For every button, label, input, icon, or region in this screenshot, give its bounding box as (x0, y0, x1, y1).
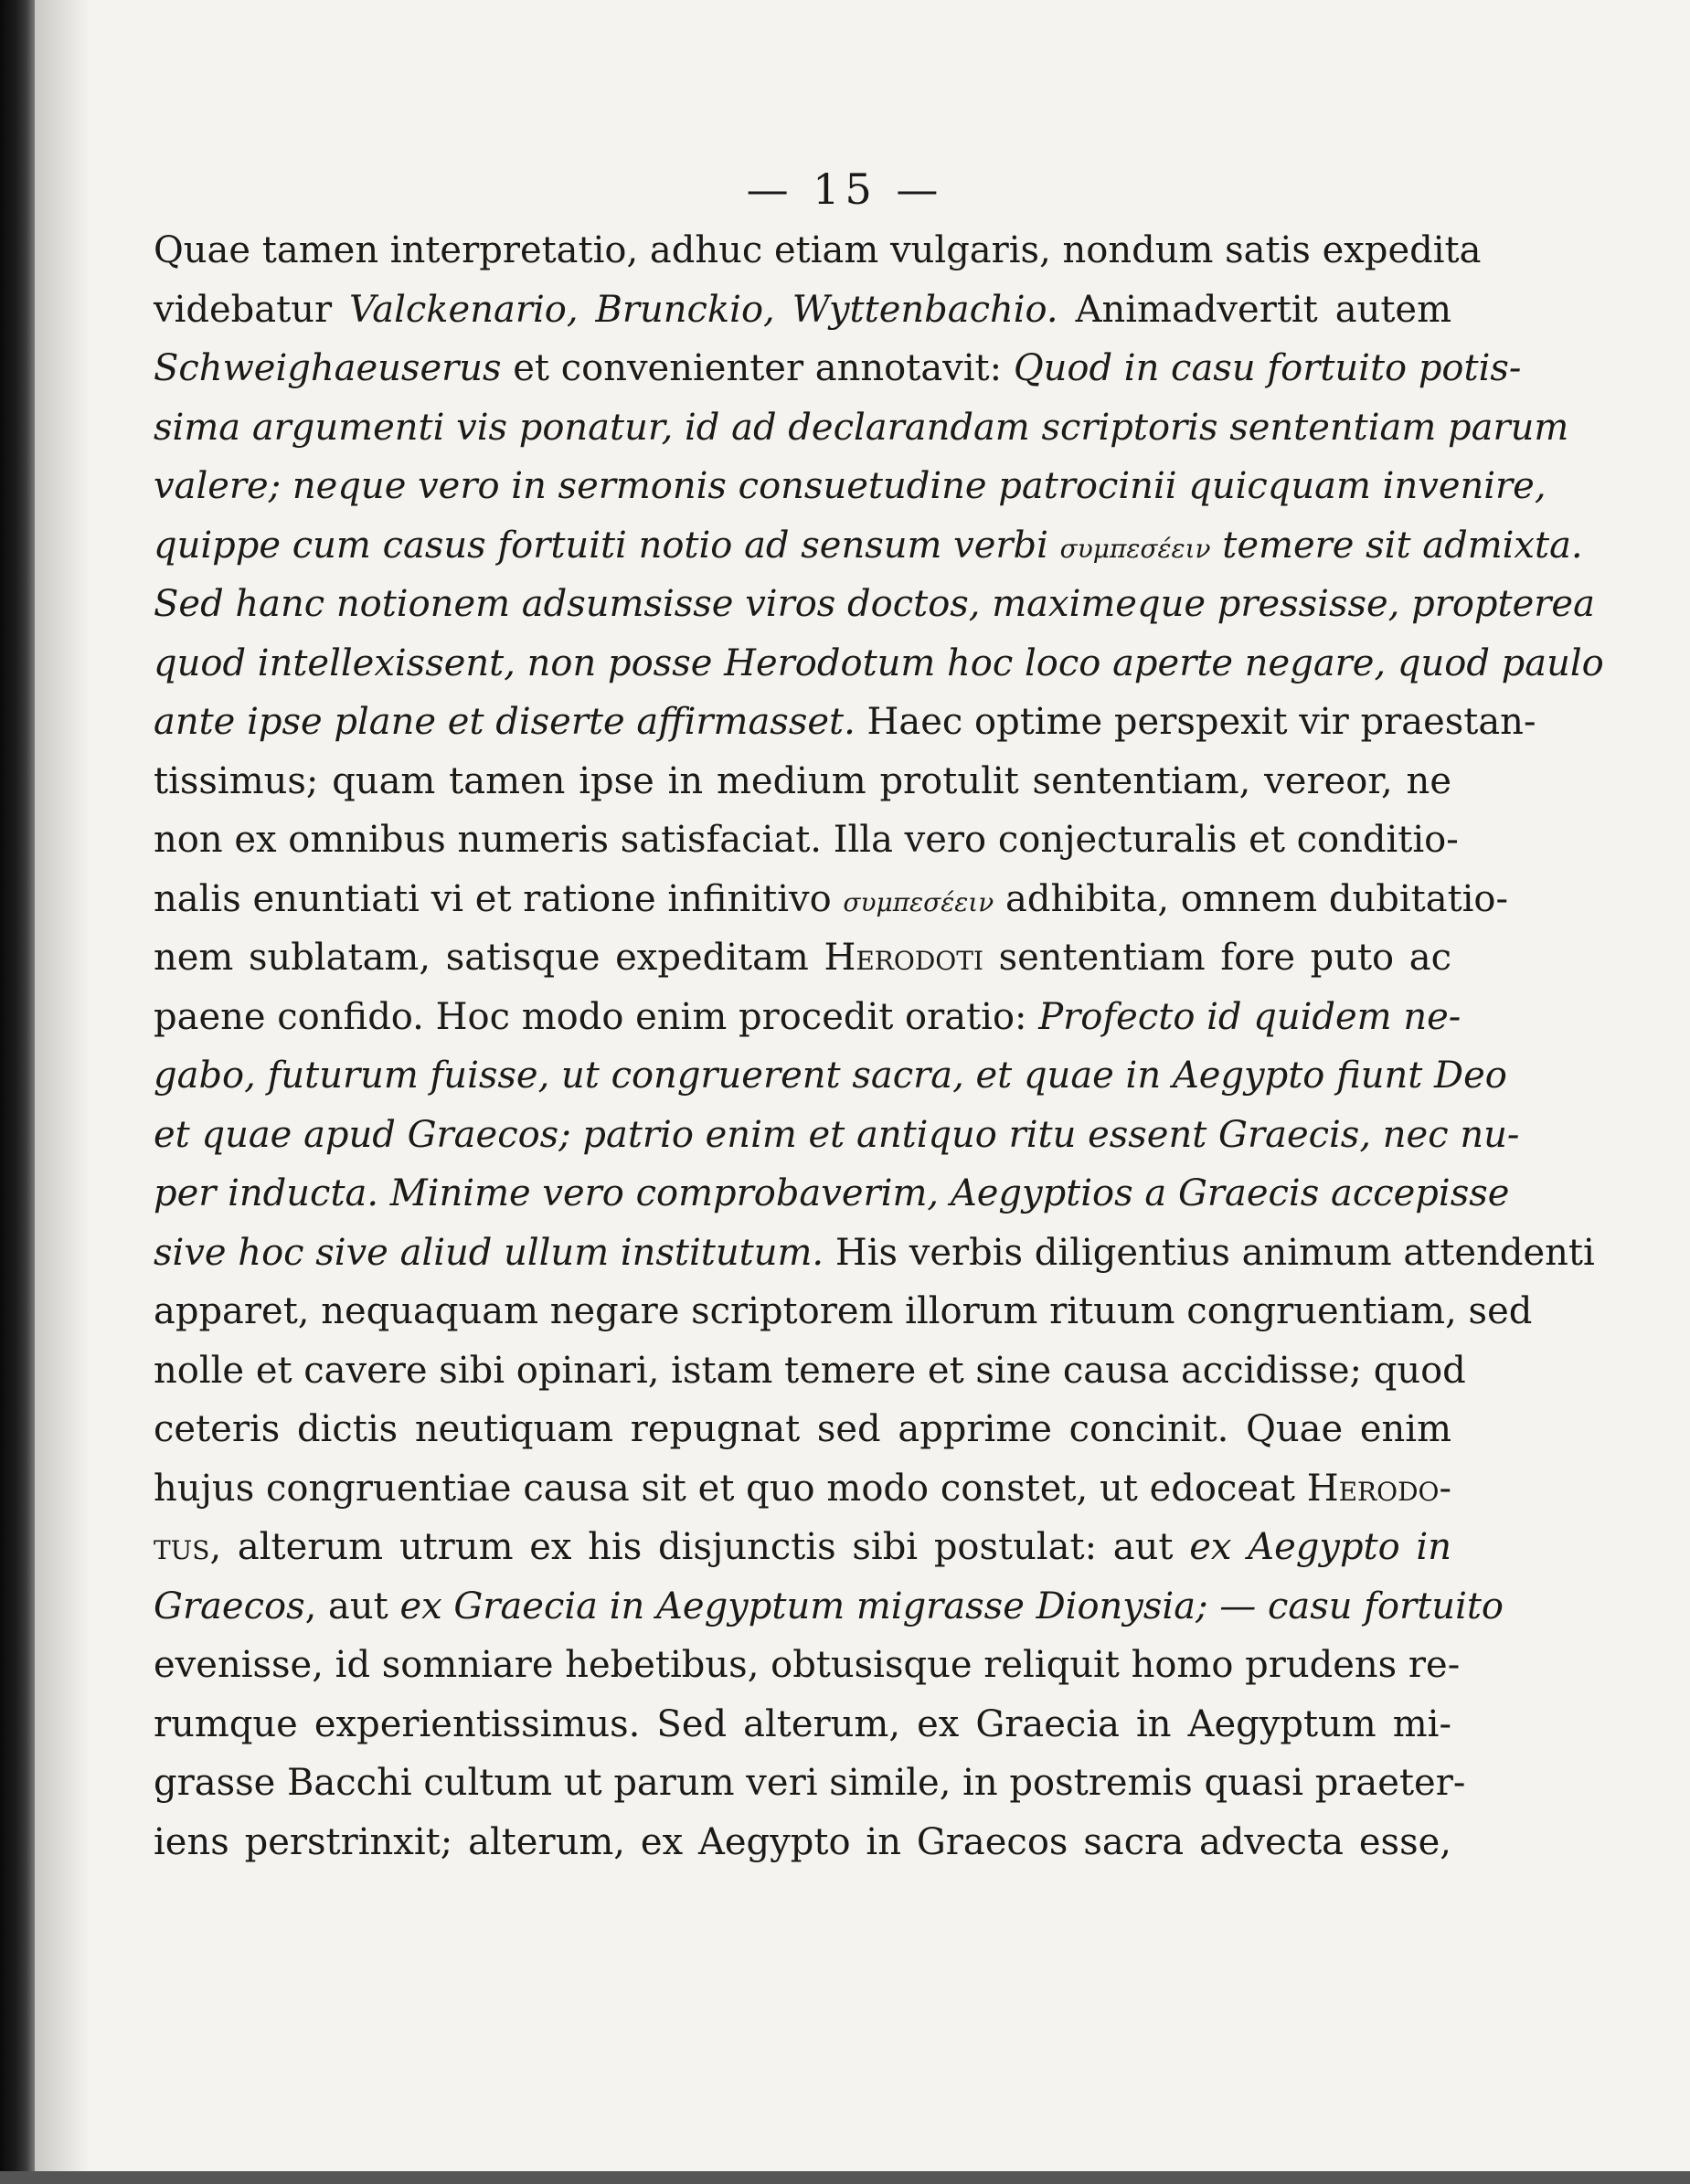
text-line (154, 988, 1461, 1047)
text-line (154, 1636, 1461, 1695)
book-binding-edge (0, 0, 35, 2184)
text-line (154, 1164, 1510, 1224)
text-line (154, 870, 1509, 929)
page-number: — 15 — (746, 164, 944, 214)
text-line (154, 634, 1604, 694)
text-line (154, 1046, 1507, 1106)
text-line (154, 752, 1451, 811)
text-line (154, 1341, 1466, 1401)
text-segment: Valckenario, Brunckio, Wyttenbachio. (349, 288, 1058, 331)
text-segment: sima argumenti vis ponatur, id ad declarandam scriptoris sententiam parum (154, 406, 1569, 449)
text-line (154, 575, 1595, 634)
text-line (154, 457, 1547, 516)
text-line (154, 1518, 1451, 1577)
text-segment: Herodoti (824, 937, 983, 979)
text-segment: , alterum utrum ex his disjunctis sibi postulat: aut (209, 1526, 1190, 1568)
text-segment: hujus congruentiae causa sit et quo modo constet, ut edoceat (154, 1467, 1307, 1510)
text-segment: συμπεσέειν (1059, 533, 1211, 564)
text-segment: quippe cum casus fortuiti notio ad sensum verbi (154, 524, 1060, 567)
text-line (154, 281, 1451, 340)
text-segment: per inducta. Minime vero comprobaverim, Aegyptios a Graecis accepisse (154, 1172, 1510, 1214)
text-line (154, 1577, 1504, 1637)
text-segment: apparet, nequaquam negare scriptorem illorum rituum congruentiam, sed (154, 1290, 1533, 1332)
text-line (154, 1754, 1466, 1813)
text-line (154, 1224, 1595, 1283)
text-segment: ante ipse plane et diserte affirmasset. (154, 701, 856, 743)
text-segment: tus (154, 1526, 210, 1568)
body-text (154, 221, 1604, 1871)
text-segment: et convenienter annotavit: (501, 347, 1014, 389)
text-segment: , aut (304, 1585, 400, 1627)
text-segment: sententiam fore puto ac (983, 937, 1451, 979)
text-line (154, 1813, 1451, 1872)
text-line (154, 221, 1482, 281)
text-segment: Quod in casu fortuito potis- (1013, 347, 1522, 389)
text-segment: Sed hanc notionem adsumsisse viros doctos, maximeque pressisse, propterea (154, 583, 1595, 625)
text-segment: tissimus; quam tamen ipse in medium protulit sententiam, vereor, ne (154, 759, 1451, 802)
text-line (154, 339, 1522, 398)
text-segment: Animadvertit autem (1058, 288, 1451, 331)
text-line (154, 1695, 1451, 1755)
text-segment: rumque experientissimus. Sed alterum, ex Graecia in Aegyptum mi- (154, 1702, 1451, 1745)
text-segment: non ex omnibus numeris satisfaciat. Illa vero conjecturalis et conditio- (154, 819, 1459, 861)
text-line (154, 1106, 1520, 1165)
text-segment: Herodo- (1306, 1467, 1451, 1510)
text-segment: Haec optime perspexit vir praestan- (855, 701, 1536, 743)
text-segment: valere; neque vero in sermonis consuetudine patrocinii quicquam invenire, (154, 465, 1547, 507)
text-segment: quod intellexissent, non posse Herodotum hoc loco aperte negare, quod paulo (154, 641, 1604, 684)
text-segment: paene confido. Hoc modo enim procedit oratio: (154, 995, 1039, 1038)
text-segment: nem sublatam, satisque expeditam (154, 937, 824, 979)
text-segment: ceteris dictis neutiquam repugnat sed apprime concinit. Quae enim (154, 1408, 1451, 1450)
page-bottom-edge (0, 2171, 1690, 2184)
text-segment: συμπεσέειν (843, 886, 994, 917)
text-line (154, 693, 1536, 752)
gutter-shadow (35, 0, 90, 2184)
text-segment: sive hoc sive aliud ullum institutum. (154, 1231, 824, 1274)
text-segment: His verbis diligentius animum attendenti (824, 1231, 1595, 1274)
text-line (154, 1459, 1451, 1519)
text-segment: Profecto id quidem ne- (1038, 995, 1461, 1038)
text-segment: Quae tamen interpretatio, adhuc etiam vulgaris, nondum satis expedita (154, 229, 1482, 271)
text-segment: ex Aegypto in (1189, 1526, 1451, 1568)
text-segment: Graecos (154, 1585, 305, 1627)
text-line (154, 1400, 1451, 1459)
text-line (154, 811, 1459, 870)
text-line (154, 398, 1569, 458)
text-segment: grasse Bacchi cultum ut parum veri simile, in postremis quasi praeter- (154, 1762, 1466, 1804)
text-segment: et quae apud Graecos; patrio enim et antiquo ritu essent Graecis, nec nu- (154, 1113, 1520, 1156)
text-segment: nolle et cavere sibi opinari, istam temere et sine causa accidisse; quod (154, 1349, 1466, 1392)
text-segment: gabo, futurum fuisse, ut congruerent sacra, et quae in Aegypto fiunt Deo (154, 1055, 1507, 1097)
text-line (154, 1282, 1533, 1341)
text-line (154, 516, 1583, 576)
text-segment: ex Graecia in Aegyptum migrasse Dionysia; — casu fortuito (399, 1585, 1504, 1627)
text-segment: iens perstrinxit; alterum, ex Aegypto in Graecos sacra advecta esse, (154, 1820, 1451, 1863)
text-segment: temere sit admixta. (1210, 524, 1583, 567)
text-segment: nalis enuntiati vi et ratione infinitivo (154, 877, 844, 920)
text-segment: evenisse, id somniare hebetibus, obtusisque reliquit homo prudens re- (154, 1644, 1461, 1686)
text-segment: Schweighaeuserus (154, 347, 502, 389)
text-segment: adhibita, omnem dubitatio- (994, 877, 1509, 920)
text-line (154, 928, 1451, 988)
text-segment: videbatur (154, 288, 350, 331)
